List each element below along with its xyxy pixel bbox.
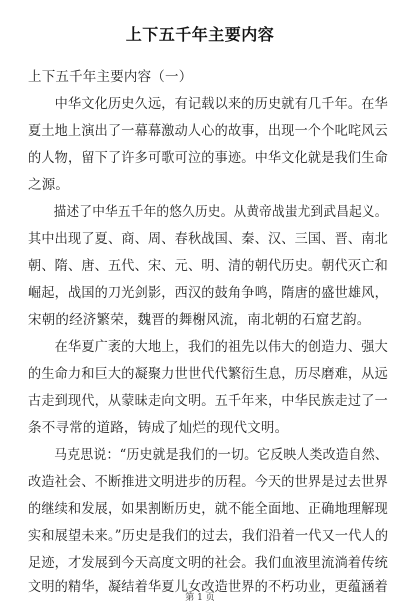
text-line: 之源。 xyxy=(28,177,70,193)
text-line: 其中出现了夏、商、周、春秋战国、秦、汉、三国、晋、南北 xyxy=(28,231,388,247)
text-line: 宋朝的经济繁荣，魏晋的舞榭风流，南北朝的石窟艺韵。 xyxy=(28,312,371,328)
text-line: 朝、隋、唐、五代、宋、元、明、清的朝代历史。朝代灭亡和 xyxy=(28,258,388,274)
text-line: 的继续和发展，如果割断历史，就不能全面地、正确地理解现 xyxy=(28,501,388,517)
text-line: 中华文化历史久远，有记载以来的历史就有几千年。在华 xyxy=(28,96,388,112)
text-line: 实和展望未来。”历史是我们的过去，我们沿着一代又一代人的 xyxy=(28,528,389,544)
text-line: 足迹，才发展到今天高度文明的社会。我们血液里流淌着传统 xyxy=(28,555,388,571)
text-line: 在华夏广袤的大地上，我们的祖先以伟大的创造力、强大 xyxy=(28,339,388,355)
text-line: 描述了中华五千年的悠久历史。从黄帝战蚩尤到武昌起义。 xyxy=(28,204,388,220)
text-line: 古走到现代，从蒙昧走向文明。五千年来，中华民族走过了一 xyxy=(28,393,388,409)
text-line: 改造社会、不断推进文明进步的历程。今天的世界是过去世界 xyxy=(28,474,388,490)
text-line: 的生命力和巨大的凝聚力世世代代繁衍生息，历尽磨难，从远 xyxy=(28,366,388,382)
text-line: 夏土地上演出了一幕幕激动人心的故事，出现一个个叱咤风云 xyxy=(28,123,388,139)
text-line: 马克思说：“历史就是我们的一切。它反映人类改造自然、 xyxy=(28,447,389,463)
subtitle-line: 上下五千年主要内容（一） xyxy=(28,69,193,85)
document-title: 上下五千年主要内容 xyxy=(125,25,275,44)
page-number: 第 1 页 xyxy=(185,593,215,603)
text-line: 条不寻常的道路，铸成了灿烂的现代文明。 xyxy=(28,420,289,436)
text-line: 崛起，战国的刀光剑影，西汉的鼓角争鸣，隋唐的盛世雄风， xyxy=(28,285,388,301)
text-line: 的人物，留下了许多可歌可泣的事迹。中华文化就是我们生命 xyxy=(28,150,388,166)
text-line: 文明的精华，凝结着华夏儿女改造世界的不朽功业，更蕴涵着 xyxy=(28,579,388,595)
